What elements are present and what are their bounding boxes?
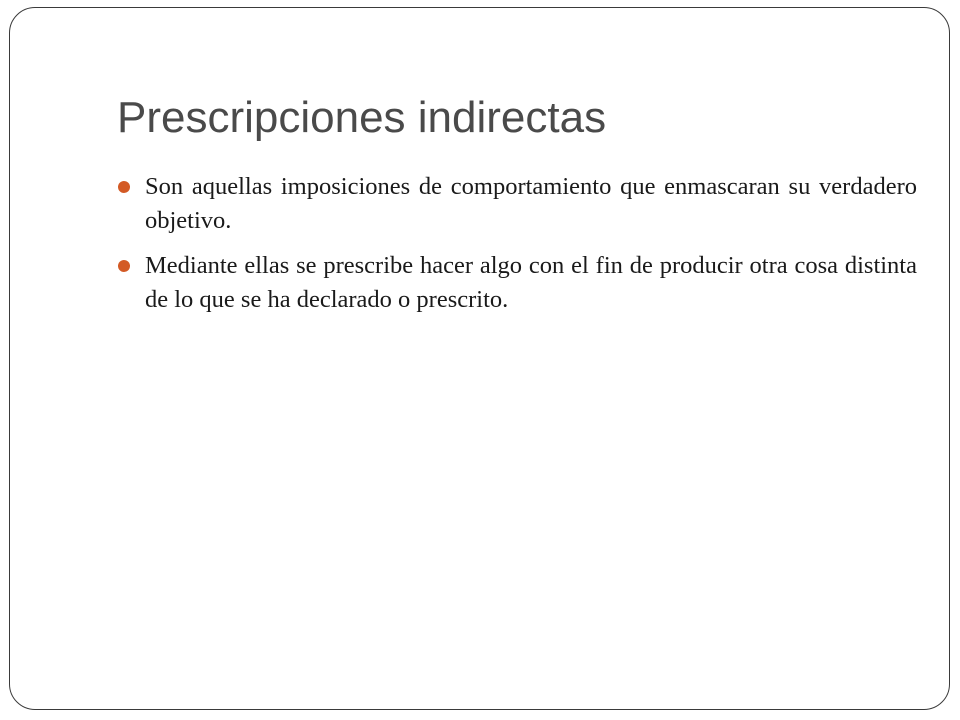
- bullet-dot-icon: [118, 260, 130, 272]
- bullet-dot-icon: [118, 181, 130, 193]
- slide-frame: [9, 7, 950, 710]
- bullet-item: [117, 170, 917, 238]
- bullet-list: [117, 170, 917, 328]
- bullet-text: Mediante ellas se prescribe hacer algo con el fin de producir otra cosa distinta de lo que se ha declarado o prescrito.: [145, 252, 917, 313]
- slide-title: Prescripciones indirectas: [117, 93, 607, 142]
- bullet-item: [117, 249, 917, 317]
- bullet-text: Son aquellas imposiciones de comportamiento que enmascaran su verdadero objetivo.: [145, 173, 917, 234]
